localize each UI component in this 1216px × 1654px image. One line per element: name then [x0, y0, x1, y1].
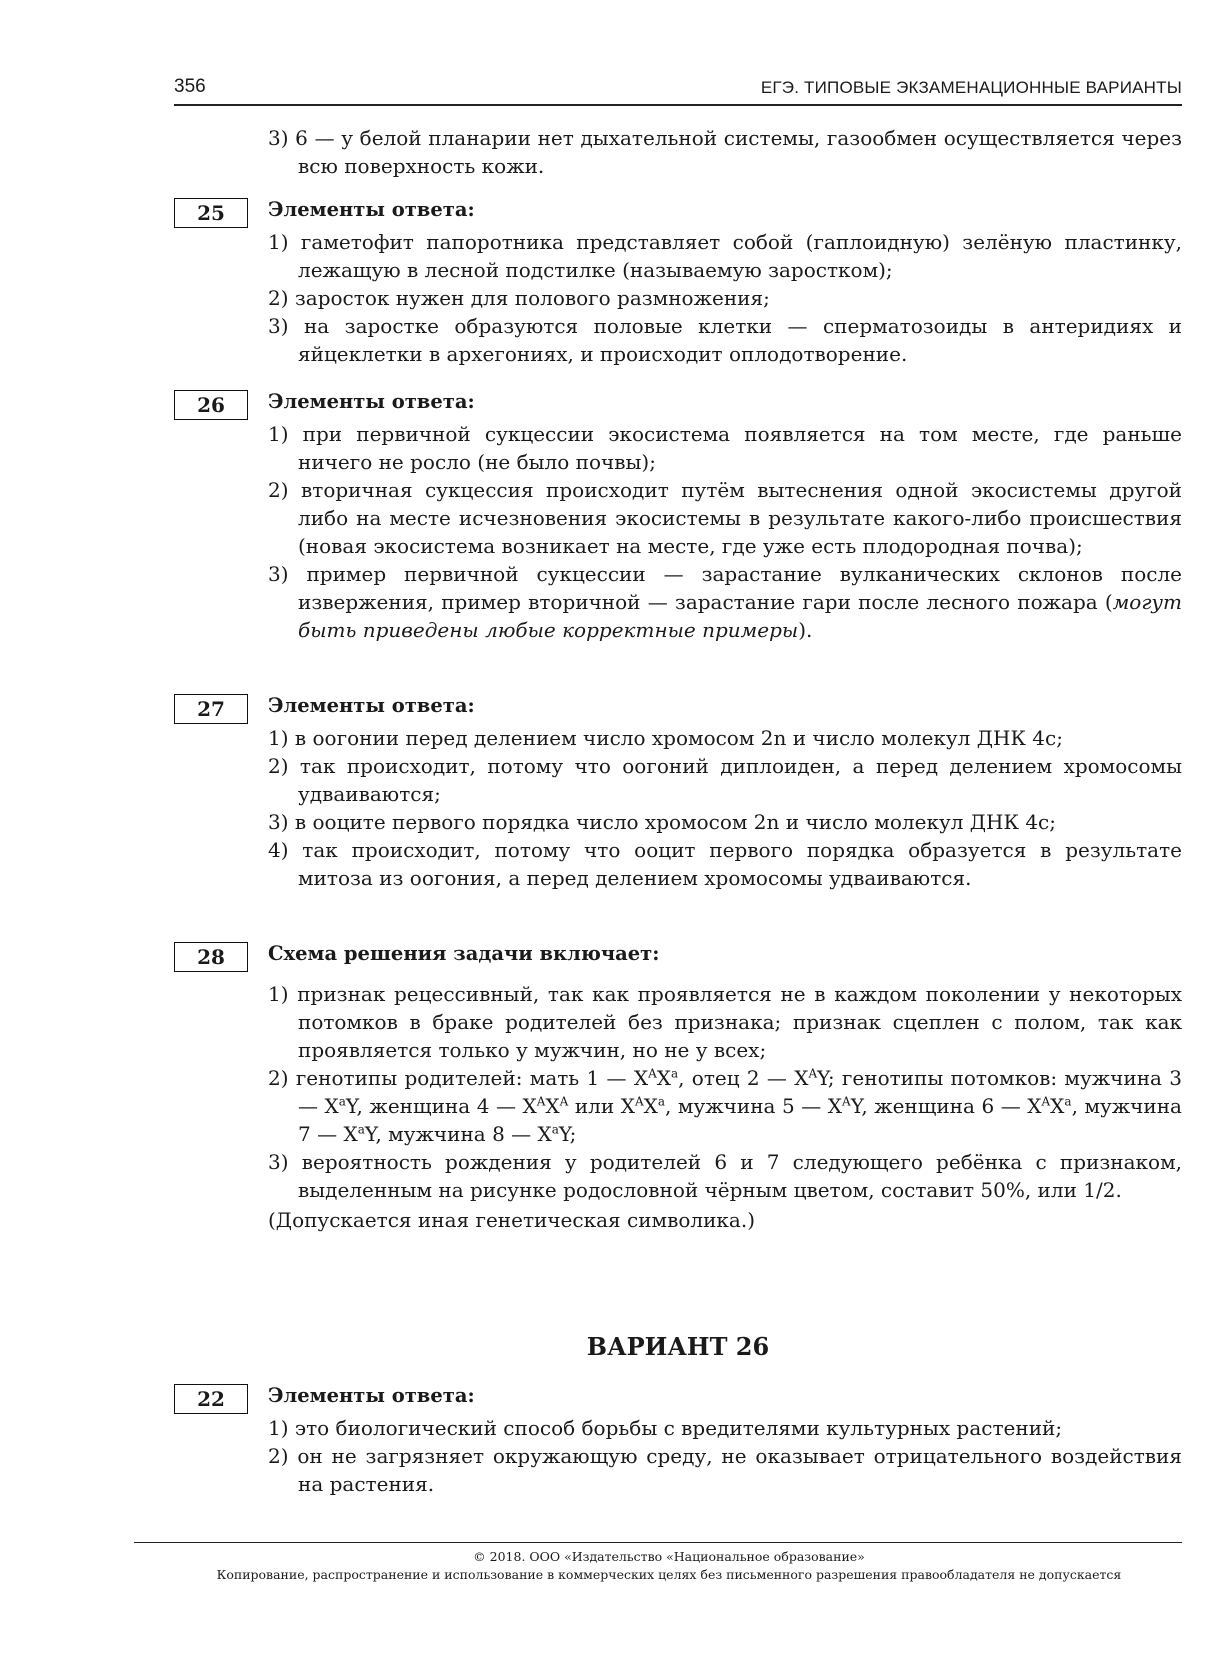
list-item: 3) вероятность рождения у родителей 6 и 7 следующего ребёнка с признаком, выделенным на рисунке родословной чёрным цветом, составит 50%, или 1/2. — [268, 1150, 1182, 1202]
allele-sup: a — [1064, 1094, 1072, 1109]
text-part: X — [656, 1066, 671, 1090]
item-text: 3) пример первичной сукцессии — зарастание вулканических склонов после извержения, пример вторичной — зарастание гари после лесного пожара ( — [268, 562, 1182, 614]
list-item: 2) вторичная сукцессия происходит путём вытеснения одной экосистемы другой либо на месте исчезновения экосистемы в результате какого-либо происшествия (новая экосистема возникает на месте, где уже есть плодородная почва); — [268, 478, 1182, 558]
allele-sup: a — [338, 1094, 346, 1109]
list-item: 1) это биологический способ борьбы с вредителями культурных растений; — [268, 1416, 1063, 1440]
intro-item: 3) 6 — у белой планарии нет дыхательной системы, газообмен осуществляется через всю поверхность кожи. — [268, 126, 1182, 178]
list-item — [268, 560, 1182, 644]
intro-text — [268, 124, 1182, 180]
text-part: Y, женщина 4 — X — [345, 1094, 537, 1118]
list-item: 2) он не загрязняет окружающую среду, не оказывает отрицательного воздействия на растения. — [268, 1444, 1182, 1496]
answer-heading: Элементы ответа: — [268, 1384, 475, 1407]
question-number-box: 26 — [174, 390, 248, 420]
page-number: 356 — [174, 76, 206, 97]
allele-sup: A — [648, 1066, 657, 1081]
list-item: 1) в оогонии перед делением число хромосом 2n и число молекул ДНК 4c; — [268, 726, 1063, 750]
text-part: , мужчина 7 — X — [298, 1094, 1182, 1146]
answer-heading: Элементы ответа: — [268, 198, 475, 221]
list-item: 4) так происходит, потому что ооцит первого порядка образуется в результате митоза из оогония, а перед делением хромосомы удваиваются. — [268, 838, 1182, 890]
allele-sup: A — [634, 1094, 644, 1109]
list-item-genotypes — [268, 1064, 1182, 1148]
text-part: или X — [568, 1094, 635, 1118]
text-part: Y, мужчина 8 — X — [364, 1122, 552, 1146]
allele-sup: A — [1041, 1094, 1051, 1109]
allele-sup: a — [657, 1094, 666, 1109]
running-title: ЕГЭ. ТИПОВЫЕ ЭКЗАМЕНАЦИОННЫЕ ВАРИАНТЫ — [760, 78, 1182, 97]
list-item: 2) заросток нужен для полового размножения; — [268, 286, 770, 310]
allele-sup: A — [536, 1094, 546, 1109]
text-part: X — [643, 1094, 658, 1118]
answer-heading: Элементы ответа: — [268, 390, 475, 413]
list-item: 1) при первичной сукцессии экосистема появляется на том месте, где раньше ничего не росло (не было почвы); — [268, 422, 1182, 474]
allele-sup: a — [670, 1066, 679, 1081]
allele-sup: a — [551, 1122, 559, 1137]
allele-sup: A — [808, 1066, 818, 1081]
copyright-footer — [134, 1548, 1204, 1584]
list-item: 3) на заростке образуются половые клетки — сперматозоиды в антеридиях и яйцеклетки в архегониях, и происходит оплодотворение. — [268, 314, 1182, 366]
item-text-end: ). — [798, 618, 813, 642]
question-number-box: 25 — [174, 198, 248, 228]
text-part: , отец 2 — X — [678, 1066, 809, 1090]
footer-divider — [134, 1542, 1182, 1543]
text-part: 2) генотипы родителей: мать 1 — X — [268, 1066, 649, 1090]
text-part: X — [1050, 1094, 1065, 1118]
variant-title: ВАРИАНТ 26 — [586, 1332, 770, 1361]
text-part: Y, женщина 6 — X — [850, 1094, 1042, 1118]
list-item: 1) признак рецессивный, так как проявляется не в каждом поколении у некоторых потомков в браке родителей без признака; признак сцеплен с полом, так как проявляется только у мужчин, но не у всех; — [268, 982, 1182, 1062]
note-text: (Допускается иная генетическая символика.) — [268, 1208, 756, 1232]
page-header — [174, 64, 1182, 106]
copyright-line: © 2018. ООО «Издательство «Национальное образование» — [473, 1549, 865, 1564]
italic-note: могут быть приведены любые корректные примеры — [298, 590, 1182, 642]
copyright-notice: Копирование, распространение и использование в коммерческих целях без письменного разрешения правообладателя не допускается — [216, 1567, 1122, 1582]
list-item: 3) в ооците первого порядка число хромосом 2n и число молекул ДНК 4c; — [268, 810, 1056, 834]
answer-heading: Схема решения задачи включает: — [268, 942, 660, 965]
list-item: 1) гаметофит папоротника представляет собой (гаплоидную) зелёную пластинку, лежащую в лесной подстилке (называемую заростком); — [268, 230, 1182, 282]
allele-sup: A — [842, 1094, 851, 1109]
text-part: , мужчина 5 — X — [665, 1094, 843, 1118]
answer-heading: Элементы ответа: — [268, 694, 475, 717]
text-part: Y; — [558, 1122, 577, 1146]
question-number-box: 28 — [174, 942, 248, 972]
text-part: X — [545, 1094, 560, 1118]
allele-sup: a — [357, 1122, 365, 1137]
text-part: Y; генотипы потомков: мужчина 3 — X — [298, 1066, 1182, 1118]
question-number-box: 27 — [174, 694, 248, 724]
allele-sup: A — [559, 1094, 569, 1109]
question-number-box: 22 — [174, 1384, 248, 1414]
list-item: 2) так происходит, потому что оогоний диплоиден, а перед делением хромосомы удваиваются; — [268, 754, 1182, 806]
